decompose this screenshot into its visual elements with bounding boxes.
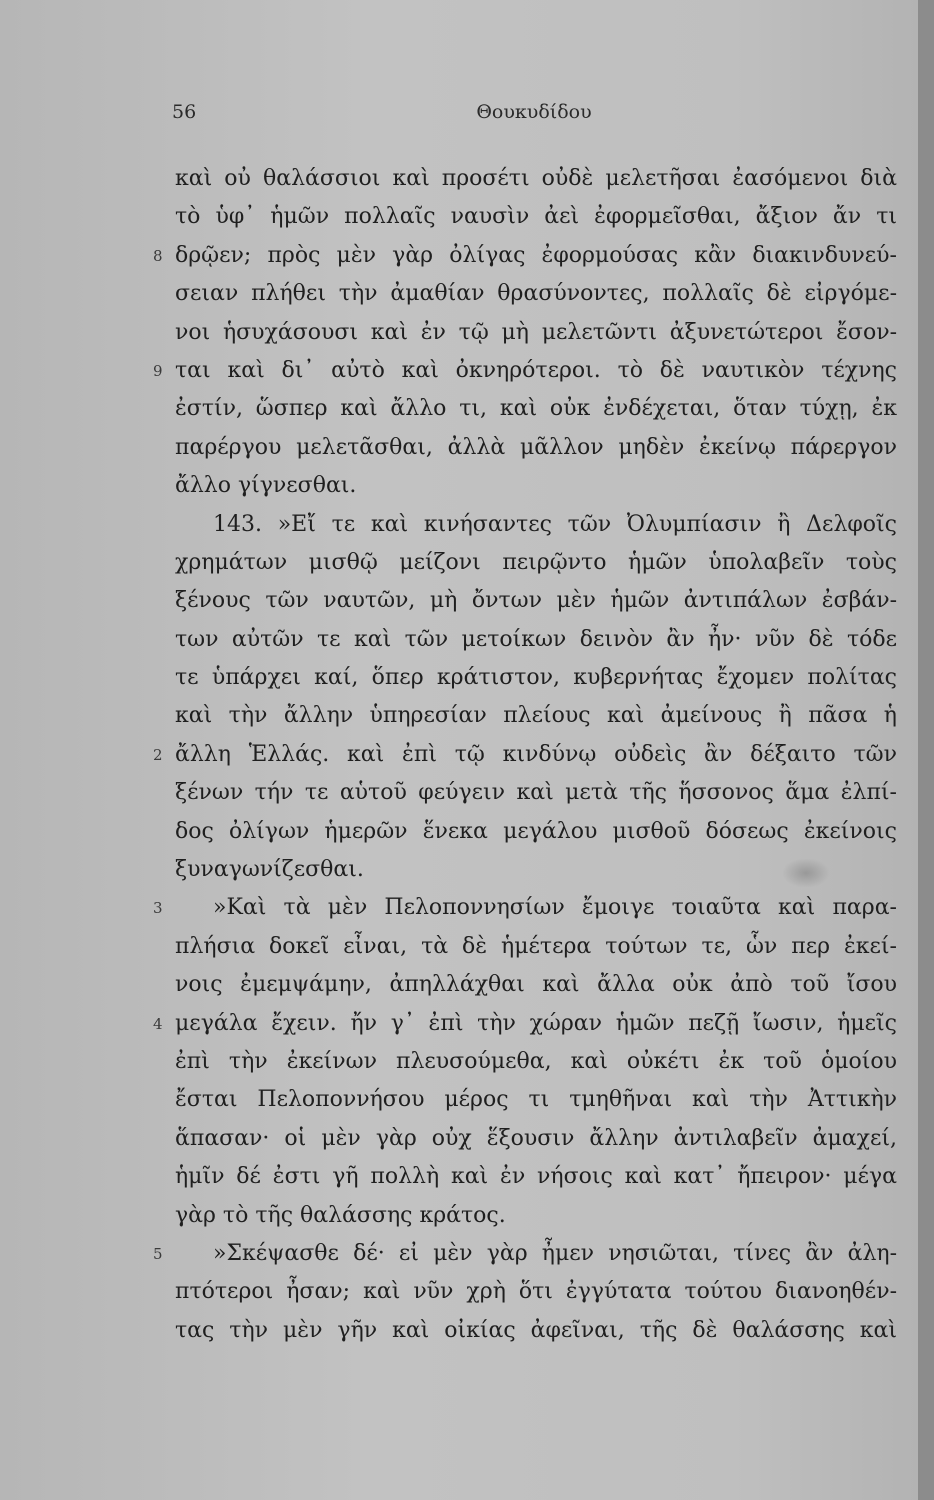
text-line <box>153 1235 897 1273</box>
line-text: καὶ τὴν ἄλλην ὑπηρεσίαν πλείους καὶ ἀμείνους ἢ πᾶσα ἡ <box>175 703 897 729</box>
text-line <box>175 314 897 352</box>
line-text: ἄλλο γίγνεσθαι. <box>175 473 357 499</box>
text-line <box>153 1005 897 1043</box>
line-text: πλήσια δοκεῖ εἶναι, τὰ δὲ ἡμέτερα τούτων τε, ὧν περ ἐκεί- <box>175 933 897 959</box>
page-number: 56 <box>172 101 197 123</box>
line-text: ται καὶ δι᾽ αὐτὸ καὶ ὀκνηρότεροι. τὸ δὲ ναυτικὸν τέχνης <box>175 357 897 383</box>
text-line <box>175 1120 897 1158</box>
text-line <box>175 697 897 735</box>
text-line <box>175 966 897 1004</box>
text-line <box>175 851 897 889</box>
line-text: παρέργου μελετᾶσθαι, ἀλλὰ μᾶλλον μηδὲν ἐκείνῳ πάρεργον <box>175 434 897 460</box>
text-line <box>153 352 897 390</box>
line-text: ξυναγωνίζεσθαι. <box>175 857 364 883</box>
text-line <box>175 813 897 851</box>
line-text: σειαν πλήθει τὴν ἀμαθίαν θρασύνοντες, πολλαῖς δὲ εἰργόμε- <box>175 281 897 307</box>
text-line <box>175 582 897 620</box>
text-line <box>175 198 897 236</box>
text-line <box>175 544 897 582</box>
line-text: των αὐτῶν τε καὶ τῶν μετοίκων δεινὸν ἂν ἦν· νῦν δὲ τόδε <box>175 626 897 652</box>
line-text: γὰρ τὸ τῆς θαλάσσης κράτος. <box>175 1202 506 1228</box>
line-text: ἄλλη Ἑλλάς. καὶ ἐπὶ τῷ κινδύνῳ οὐδεὶς ἂν δέξαιτο τῶν <box>175 741 897 767</box>
line-text: ἅπασαν· οἱ μὲν γὰρ οὐχ ἕξουσιν ἄλλην ἀντιλαβεῖν ἀμαχεί, <box>175 1125 897 1151</box>
line-text: ξένους τῶν ναυτῶν, μὴ ὄντων μὲν ἡμῶν ἀντιπάλων ἐσβάν- <box>175 588 897 614</box>
line-text: τε ὑπάρχει καί, ὅπερ κράτιστον, κυβερνήτας ἔχομεν πολίτας <box>175 665 897 691</box>
line-text: ἐστίν, ὥσπερ καὶ ἄλλο τι, καὶ οὐκ ἐνδέχεται, ὅταν τύχῃ, ἐκ <box>175 396 897 422</box>
margin-section-number: 9 <box>153 361 163 380</box>
running-title: Θουκυδίδου <box>476 101 592 123</box>
line-text: ἐπὶ τὴν ἐκείνων πλευσούμεθα, καὶ οὐκέτι ἐκ τοῦ ὁμοίου <box>175 1048 897 1074</box>
line-text: τας τὴν μὲν γῆν καὶ οἰκίας ἀφεῖναι, τῆς δὲ θαλάσσης καὶ <box>175 1317 897 1343</box>
text-line <box>175 621 897 659</box>
line-text: νοις ἐμεμψάμην, ἀπηλλάχθαι καὶ ἄλλα οὐκ ἀπὸ τοῦ ἴσου <box>175 972 897 998</box>
body-text <box>153 160 897 1350</box>
text-line <box>175 1081 897 1119</box>
line-text: δος ὀλίγων ἡμερῶν ἕνεκα μεγάλου μισθοῦ δόσεως ἐκείνοις <box>175 818 897 844</box>
text-line <box>175 275 897 313</box>
line-text: χρημάτων μισθῷ μείζονι πειρῷντο ἡμῶν ὑπολαβεῖν τοὺς <box>175 549 897 575</box>
margin-section-number: 5 <box>153 1244 163 1263</box>
text-line <box>175 160 897 198</box>
line-text: ἔσται Πελοποννήσου μέρος τι τμηθῆναι καὶ τὴν Ἀττικὴν <box>175 1087 897 1113</box>
line-text: μεγάλα ἔχειν. ἤν γ᾽ ἐπὶ τὴν χώραν ἡμῶν πεζῇ ἴωσιν, ἡμεῖς <box>175 1010 897 1036</box>
line-text: ἡμῖν δέ ἐστι γῆ πολλὴ καὶ ἐν νήσοις καὶ κατ᾽ ἤπειρον· μέγα <box>175 1164 897 1190</box>
line-text: δρῷεν; πρὸς μὲν γὰρ ὀλίγας ἐφορμούσας κἂν διακινδυνεύ- <box>175 242 897 268</box>
text-line <box>175 390 897 428</box>
text-line <box>153 736 897 774</box>
text-line <box>175 1158 897 1196</box>
text-line <box>153 237 897 275</box>
text-line <box>175 1197 897 1235</box>
text-line <box>175 774 897 812</box>
line-text: »Σκέψασθε δέ· εἰ μὲν γὰρ ἦμεν νησιῶται, τίνες ἂν ἀλη- <box>213 1240 897 1266</box>
text-line <box>153 889 897 927</box>
text-line <box>175 1273 897 1311</box>
text-line <box>175 1043 897 1081</box>
text-line <box>175 1312 897 1350</box>
line-text: ξένων τήν τε αὑτοῦ φεύγειν καὶ μετὰ τῆς ἥσσονος ἅμα ἐλπί- <box>175 780 897 806</box>
text-line <box>175 506 897 544</box>
line-text: πτότεροι ἦσαν; καὶ νῦν χρὴ ὅτι ἐγγύτατα τούτου διανοηθέν- <box>175 1279 897 1305</box>
line-text: καὶ οὐ θαλάσσιοι καὶ προσέτι οὐδὲ μελετῆσαι ἐασόμενοι διὰ <box>175 166 897 191</box>
margin-section-number: 3 <box>153 899 163 918</box>
line-text: »Καὶ τὰ μὲν Πελοποννησίων ἔμοιγε τοιαῦτα καὶ παρα- <box>213 895 897 921</box>
text-line <box>175 429 897 467</box>
line-text: τὸ ὑφ᾽ ἡμῶν πολλαῖς ναυσὶν ἀεὶ ἐφορμεῖσθαι, ἄξιον ἄν τι <box>175 204 897 230</box>
text-line <box>175 659 897 697</box>
margin-section-number: 8 <box>153 246 163 265</box>
text-line <box>175 928 897 966</box>
margin-section-number: 2 <box>153 745 163 764</box>
page-header <box>172 101 896 131</box>
margin-section-number: 4 <box>153 1014 163 1033</box>
line-text: 143. »Εἴ τε καὶ κινήσαντες τῶν Ὀλυμπίασιν ἢ Δελφοῖς <box>213 511 897 537</box>
text-line <box>175 467 897 505</box>
line-text: νοι ἡσυχάσουσι καὶ ἐν τῷ μὴ μελετῶντι ἀξυνετώτεροι ἔσον- <box>175 319 897 345</box>
